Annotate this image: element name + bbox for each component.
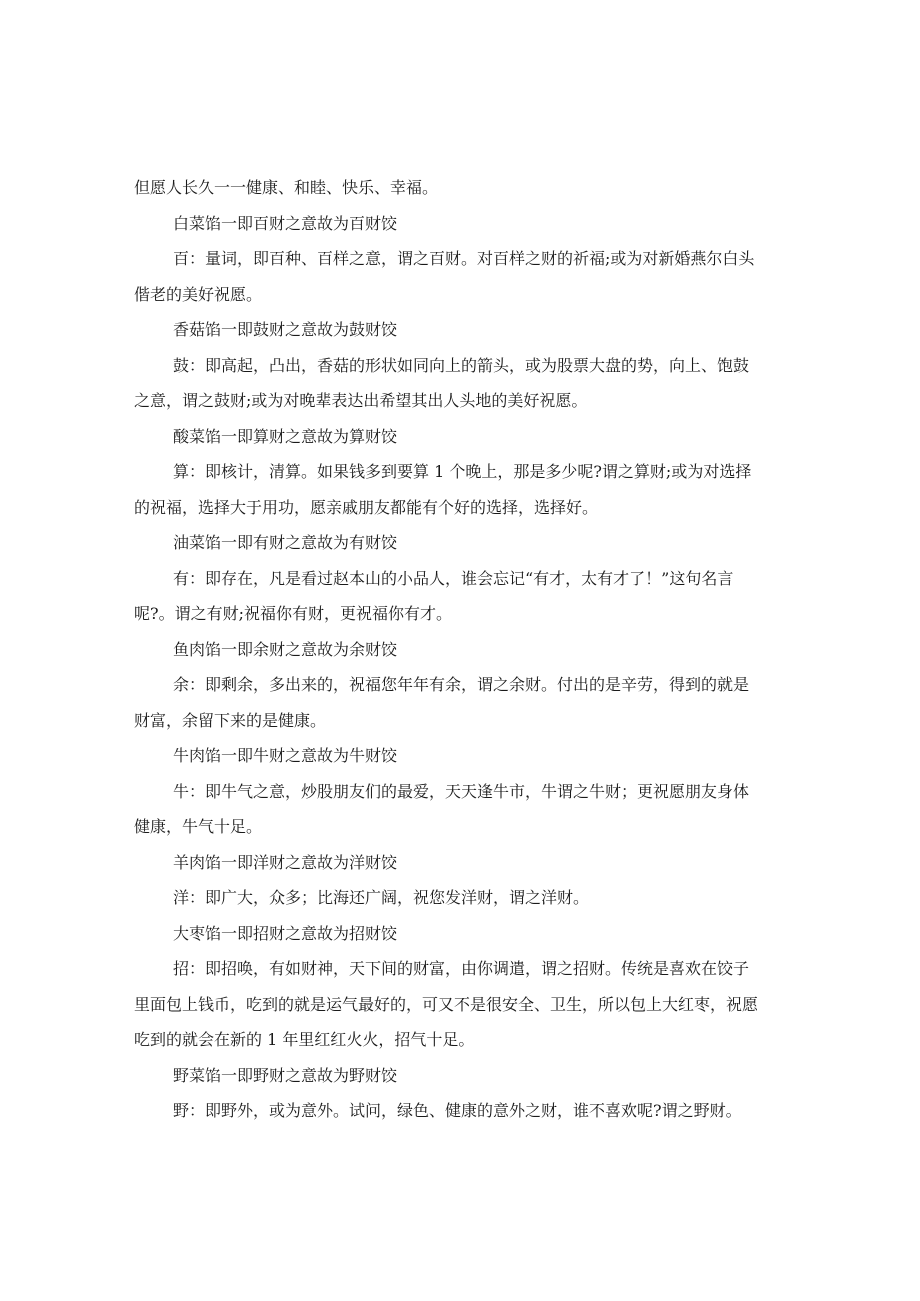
section-heading: 鱼肉馅一即余财之意故为余财饺 [173,639,398,659]
text-line: 里面包上钱币，吃到的就是运气最好的，可又不是很安全、卫生，所以包上大红枣，祝愿 [134,994,759,1014]
section-heading: 野菜馅一即野财之意故为野财饺 [173,1065,398,1085]
text-line: 鼓：即高起，凸出，香菇的形状如同向上的箭头，或为股票大盘的势，向上、饱鼓 [173,355,750,375]
text-line: 招：即招唤，有如财神，天下间的财富，由你调遣，谓之招财。传统是喜欢在饺子 [173,959,750,978]
text-line: 呢?。谓之有财;祝福你有财，更祝福你有才。 [134,604,452,623]
section-heading: 羊肉馅一即洋财之意故为洋财饺 [173,852,398,872]
section-heading: 白菜馅一即百财之意故为百财饺 [173,213,398,233]
section-heading: 香菇馅一即鼓财之意故为鼓财饺 [173,320,398,339]
text-line: 的祝福，选择大于用功，愿亲戚朋友都能有个好的选择，选择好。 [134,497,599,517]
section-heading: 大枣馅一即招财之意故为招财饺 [173,923,398,943]
text-line: 但愿人长久一一健康、和睦、快乐、幸福。 [134,178,439,197]
text-line: 吃到的就会在新的 1 年里红红火火，招气十足。 [134,1030,475,1049]
text-line: 健康，牛气十足。 [134,817,263,836]
section-heading: 酸菜馅一即算财之意故为算财饺 [173,426,398,446]
text-line: 算：即核计，清算。如果钱多到要算 1 个晚上，那是多少呢?谓之算财;或为对选择 [173,462,752,481]
text-line: 财富，余留下来的是健康。 [134,710,327,730]
text-line: 洋：即广大，众多；比海还广阔，祝您发洋财，谓之洋财。 [173,888,590,907]
text-line: 牛：即牛气之意，炒股朋友们的最爱，天天逢牛市，牛谓之牛财；更祝愿朋友身体 [173,781,750,801]
text-line: 百：量词，即百种、百样之意，谓之百财。对百样之财的祈福;或为对新婚燕尔白头 [173,249,755,268]
text-line: 偕老的美好祝愿。 [134,284,263,304]
text-line: 野：即野外，或为意外。试问，绿色、健康的意外之财，谁不喜欢呢?谓之野财。 [173,1101,742,1120]
document-body [134,170,794,1129]
section-heading: 牛肉馅一即牛财之意故为牛财饺 [173,746,398,765]
text-line: 之意，谓之鼓财;或为对晚辈表达出希望其出人头地的美好祝愿。 [134,391,588,410]
text-line: 有：即存在，凡是看过赵本山的小品人，谁会忘记“有才，太有才了！”这句名言 [173,568,734,588]
text-line: 余：即剩余，多出来的，祝福您年年有余，谓之余财。付出的是辛劳，得到的就是 [173,675,750,694]
section-heading: 油菜馅一即有财之意故为有财饺 [173,533,398,552]
